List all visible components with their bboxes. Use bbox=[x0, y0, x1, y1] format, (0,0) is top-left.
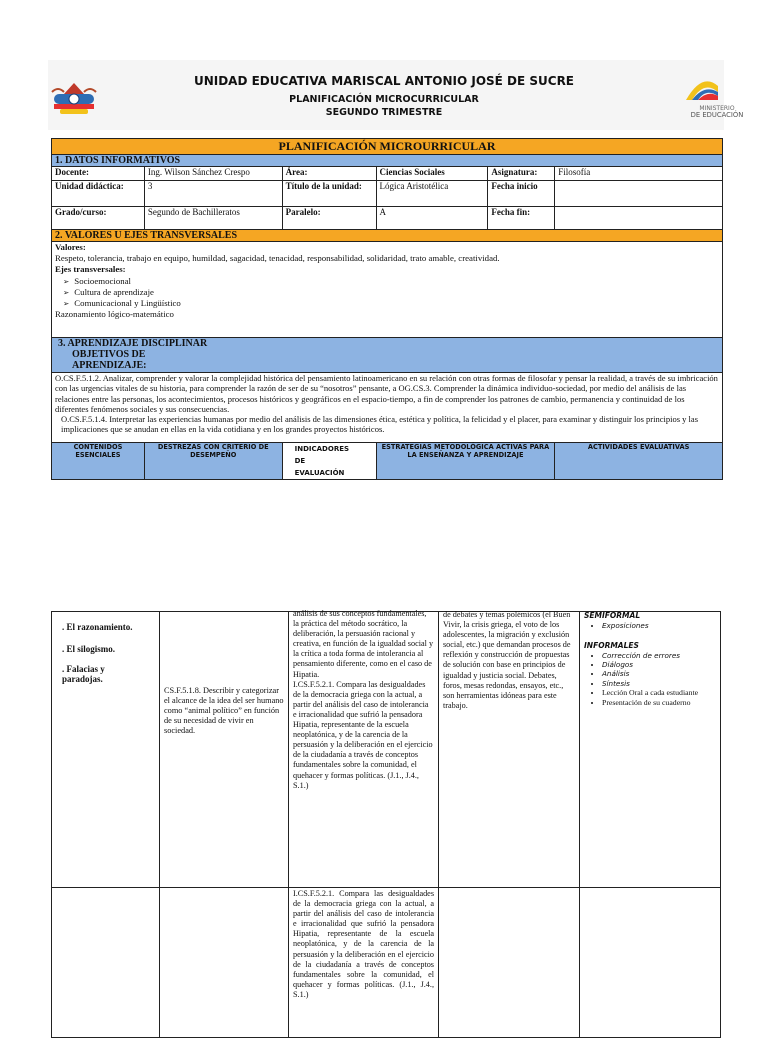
section-aprendizaje-title: 3. APRENDIZAJE DISCIPLINAR bbox=[58, 338, 208, 349]
asignatura-label: Asignatura: bbox=[488, 167, 555, 181]
contenidos-cell bbox=[52, 612, 160, 888]
col-indicadores bbox=[282, 443, 376, 480]
indicadores-cell bbox=[289, 609, 439, 888]
list-item: • Diálogos bbox=[602, 660, 716, 669]
destreza-cell bbox=[160, 612, 289, 888]
ejes-label: Ejes transversales: bbox=[55, 264, 126, 275]
fecha-inicio-label: Fecha inicio bbox=[488, 181, 555, 207]
table-row bbox=[52, 888, 721, 1038]
ejes-list bbox=[55, 276, 719, 310]
informales-label: INFORMALES bbox=[584, 640, 639, 650]
fecha-fin-label: Fecha fin: bbox=[488, 207, 555, 230]
docente-label: Docente: bbox=[52, 167, 145, 181]
objetivos-label-1: OBJETIVOS DE bbox=[72, 349, 146, 360]
document-period: SEGUNDO TRIMESTRE bbox=[325, 107, 443, 118]
indicadores-cell-2 bbox=[289, 888, 439, 1038]
ministry-logo bbox=[676, 78, 758, 122]
indicadores-text-2: I.CS.F.5.2.1. Compara las desigualdades de la democracia griega con la actual, a partir del análisis del caso de intolerancia e irracionalidad que sufrió la pensadora Hipatia, representante de la escuela neoplatónica, y de la carencia de la persuasión y la deliberación en el ejercicio de la ciudadanía a través de conceptos fundamentales sobre la comunidad, el quehacer y formas políticas. (J.1., J.4., S.1.) bbox=[293, 889, 434, 999]
valores-label: Valores: bbox=[55, 242, 86, 252]
semiformal-label: SEMIFORMAL bbox=[584, 611, 641, 620]
semiformal-list bbox=[584, 621, 716, 630]
objectives-block bbox=[52, 373, 723, 443]
list-item: • Exposiciones bbox=[602, 621, 716, 630]
docente-value: Ing. Wilson Sánchez Crespo bbox=[144, 167, 282, 181]
unidad-label: Unidad didáctica: bbox=[52, 181, 145, 207]
list-item: ➢ Comunicacional y Lingüístico bbox=[77, 298, 719, 309]
titulo-label: Título de la unidad: bbox=[282, 181, 376, 207]
destreza-text: CS.F.5.1.8. Describir y categorizar el alcance de la idea del ser humano como “animal político” en función de su necesidad de vivir en sociedad. bbox=[164, 686, 284, 736]
section-aprendizaje bbox=[52, 338, 723, 373]
col-indicadores-line1: INDICADORES bbox=[294, 445, 350, 453]
list-item: . El silogismo. bbox=[62, 644, 116, 655]
list-item: • Presentación de su cuaderno bbox=[602, 698, 716, 707]
estrategias-cell bbox=[439, 612, 580, 888]
section-valores: 2. VALORES U EJES TRANSVERSALES bbox=[52, 230, 723, 242]
table-row bbox=[52, 612, 721, 888]
estrategias-text: de debates y temas polémicos (el Buen Vivir, la crisis griega, el voto de los adolescentes, la migración y exclusión social, etc.) que demandan procesos de reflexión y construcción de propuestas de solución con base en principios de igualdad y justicia social. Debates, foros, mesas redondas, ensayos, etc., son herramientas idóneas para este trabajo. bbox=[443, 610, 571, 710]
list-item: ➢ Socioemocional bbox=[77, 276, 719, 287]
list-item: . El razonamiento. bbox=[62, 622, 133, 632]
list-item: • Lección Oral a cada estudiante bbox=[602, 688, 716, 697]
valores-text: Respeto, tolerancia, trabajo en equipo, humildad, sagacidad, tenacidad, responsabilidad, solidaridad, trato amable, creatividad. bbox=[55, 253, 500, 264]
informales-list bbox=[584, 651, 716, 707]
table-title: PLANIFICACIÓN MICROURRICULAR bbox=[52, 139, 723, 155]
list-item: • Análisis bbox=[602, 669, 716, 678]
col-destrezas: DESTREZAS CON CRITERIO DE DESEMPEÑO bbox=[144, 443, 282, 480]
objective-1: O.CS.F.5.1.2. Analizar, comprender y valorar la complejidad histórica del pensamiento latinoamericano en su relación con otras formas de filosofar y pensar la realidad, a través de su imbricación con las urgencias vitales de su historia, para comprender la razón de ser de su “nosotros” pensante, a OG.CS.3. Comprender la dinámica individuo-sociedad, por medio del análisis de las relaciones entre las personas, los acontecimientos, procesos históricos y geográficos en el espacio-tiempo, a fin de comprender los patrones de cambio, permanencia y continuidad de los diferentes fenómenos sociales y sus consecuencias. bbox=[55, 373, 718, 414]
objective-2: O.CS.F.5.1.4. Interpretar las experiencias humanas por medio del análisis de las dimensiones ética, estética y política, la felicidad y el placer, para examinar y distinguir los principios y las implicaciones que se anudan en ellas en la vida cotidiana y en los grandes proyectos históricos. bbox=[61, 414, 698, 435]
list-item: • Corrección de errores bbox=[602, 651, 716, 660]
paralelo-label: Paralelo: bbox=[282, 207, 376, 230]
actividades-cell bbox=[580, 612, 721, 888]
section-datos: 1. DATOS INFORMATIVOS bbox=[52, 155, 723, 167]
col-actividades: ACTIVIDADES EVALUATIVAS bbox=[555, 443, 723, 480]
col-estrategias: ESTRATEGIAS METODOLÓGICA ACTIVAS PARA LA ENSEÑANZA Y APRENDIZAJE bbox=[376, 443, 555, 480]
objetivos-label-2: APRENDIZAJE: bbox=[72, 360, 147, 371]
area-value: Ciencias Sociales bbox=[376, 167, 488, 181]
valores-block bbox=[52, 242, 723, 338]
list-item: • Síntesis bbox=[602, 679, 716, 688]
estrategias-cell-2 bbox=[439, 888, 580, 1038]
titulo-value: Lógica Aristotélica bbox=[376, 181, 488, 207]
content-table bbox=[51, 611, 721, 1038]
col-indicadores-line2: DE bbox=[294, 457, 306, 465]
paralelo-value: A bbox=[376, 207, 488, 230]
school-name: UNIDAD EDUCATIVA MARISCAL ANTONIO JOSÉ DE SUCRE bbox=[193, 74, 575, 88]
ministry-line1: MINISTERIO bbox=[699, 105, 735, 112]
asignatura-value: Filosofía bbox=[555, 167, 723, 181]
col-contenidos: CONTENIDOS ESENCIALES bbox=[52, 443, 145, 480]
actividades-cell-2 bbox=[580, 888, 721, 1038]
contenidos-cell-2 bbox=[52, 888, 160, 1038]
grado-label: Grado/curso: bbox=[52, 207, 145, 230]
ministry-line2: DE EDUCACIÓN bbox=[690, 111, 744, 119]
ejes-extra: Razonamiento lógico-matemático bbox=[55, 309, 174, 320]
destreza-cell-2 bbox=[160, 888, 289, 1038]
area-label: Área: bbox=[282, 167, 376, 181]
ministry-emblem-icon bbox=[682, 78, 722, 104]
indicadores-text: análisis de sus conceptos fundamentales, la práctica del método socrático, la deliberación, la persuasión racional y creativa, en función de la igualdad social y la crítica a toda forma de intolerancia al pensamiento diferente, como en el caso de Hipatia. I.CS.F.5.2.1. Compara las desigualdades de la democracia griega con la actual, a partir del análisis del caso de intolerancia e irracionalidad que sufrió la pensadora Hipatia, representante de la escuela neoplatónica, y de la carencia de la persuasión y la deliberación en el ejercicio de la ciudadanía a través de conceptos fundamentales sobre la comunidad, el quehacer y formas políticas. (J.1., J.4., S.1.) bbox=[293, 609, 434, 790]
list-item: ➢ Cultura de aprendizaje bbox=[77, 287, 719, 298]
fecha-fin-value bbox=[555, 207, 723, 230]
grado-value: Segundo de Bachilleratos bbox=[144, 207, 282, 230]
planning-table bbox=[51, 138, 723, 480]
unidad-value: 3 bbox=[144, 181, 282, 207]
list-item: . Falacias y paradojas. bbox=[62, 664, 105, 685]
col-indicadores-line3: EVALUACIÓN bbox=[294, 469, 345, 477]
fecha-inicio-value bbox=[555, 181, 723, 207]
document-subtitle: PLANIFICACIÓN MICROCURRICULAR bbox=[289, 94, 479, 105]
